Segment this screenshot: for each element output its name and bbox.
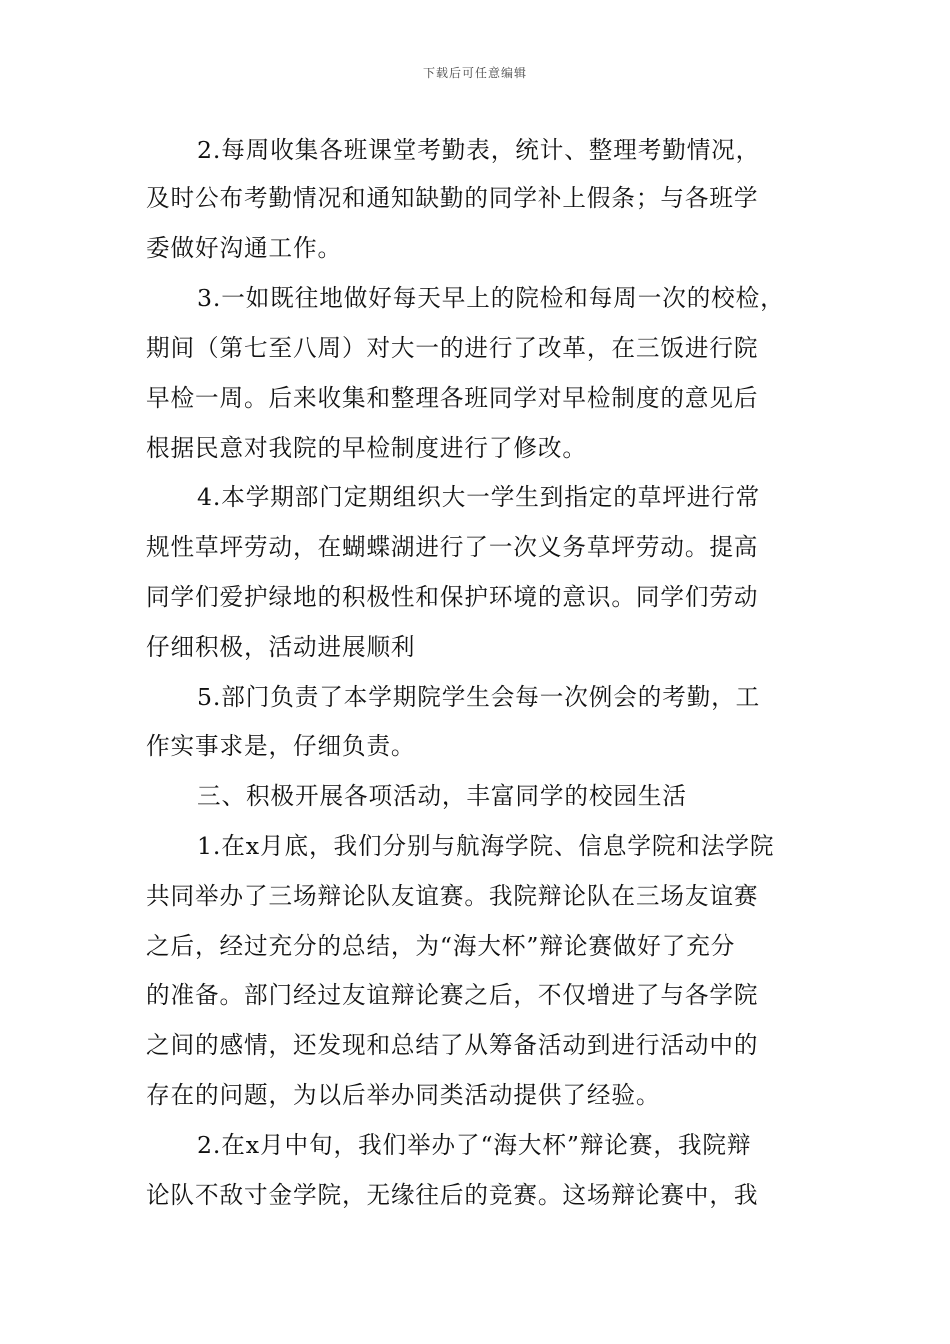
text-line: 存在的问题，为以后举办同类活动提供了经验。: [146, 1081, 661, 1109]
text-line: 2.每周收集各班课堂考勤表，统计、整理考勤情况，: [197, 136, 761, 164]
text-line: 4.本学期部门定期组织大一学生到指定的草坪进行常: [197, 483, 761, 511]
text-line: 5.部门负责了本学期院学生会每一次例会的考勤，工: [197, 683, 761, 711]
text-line: 之后，经过充分的总结，为“海大杯”辩论赛做好了充分: [146, 932, 736, 960]
text-line: 期间（第七至八周）对大一的进行了改革，在三饭进行院: [146, 334, 759, 362]
text-line: 2.在x月中旬，我们举办了“海大杯”辩论赛，我院辩: [197, 1131, 752, 1159]
text-line: 同学们爱护绿地的积极性和保护环境的意识。同学们劳动: [146, 583, 759, 611]
text-line: 仔细积极，活动进展顺利: [146, 633, 416, 661]
text-line: 1.在x月底，我们分别与航海学院、信息学院和法学院: [197, 832, 775, 860]
text-line: 之间的感情，还发现和总结了从筹备活动到进行活动中的: [146, 1031, 759, 1059]
text-line: 早检一周。后来收集和整理各班同学对早检制度的意见后: [146, 384, 759, 412]
text-line: 作实事求是，仔细负责。: [146, 732, 416, 760]
section-heading: 三、积极开展各项活动，丰富同学的校园生活: [197, 782, 687, 810]
text-line: 规性草坪劳动，在蝴蝶湖进行了一次义务草坪劳动。提高: [146, 533, 759, 561]
text-line: 共同举办了三场辩论队友谊赛。我院辩论队在三场友谊赛: [146, 882, 759, 910]
text-line: 的准备。部门经过友谊辩论赛之后，不仅增进了与各学院: [146, 981, 759, 1009]
text-line: 及时公布考勤情况和通知缺勤的同学补上假条；与各班学: [146, 184, 759, 212]
text-line: 3.一如既往地做好每天早上的院检和每周一次的校检，: [197, 284, 785, 312]
text-line: 论队不敌寸金学院，无缘往后的竞赛。这场辩论赛中，我: [146, 1181, 759, 1209]
page-header: 下载后可任意编辑: [422, 66, 527, 80]
text-line: 委做好沟通工作。: [146, 234, 342, 262]
text-line: 根据民意对我院的早检制度进行了修改。: [146, 434, 587, 462]
